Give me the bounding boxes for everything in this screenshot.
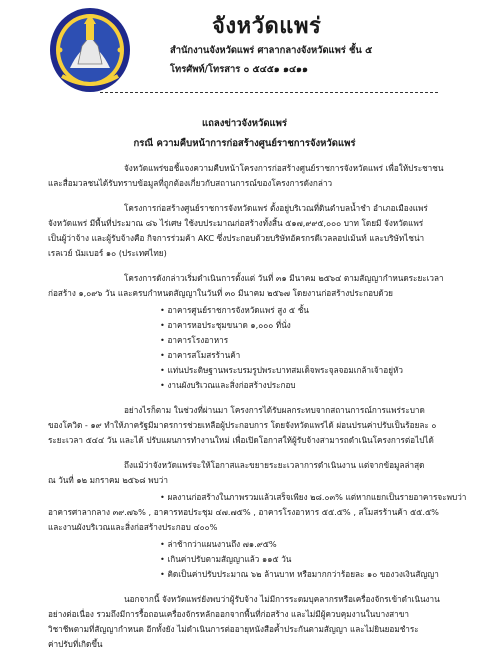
paragraph-6-line: อย่างต่อเนื่อง รวมถึงมีการรื้อถอนเครื่องจักรหลักออกจากพื้นที่ก่อสร้าง และไม่มีผู้ควบคุมงานในบางสาขา: [48, 609, 409, 619]
construction-item: • อาคารศูนย์ราชการจังหวัดแพร่ สูง ๕ ชั้น: [160, 305, 309, 316]
office-address: สำนักงานจังหวัดแพร่ ศาลากลางจังหวัดแพร่ ชั้น ๕: [170, 45, 373, 56]
paragraph-2-line: เรลเวย์ นัมเบอร์ ๑๐ (ประเทศไทย): [48, 248, 167, 258]
progress-item: • ล่าช้ากว่าแผนงานถึง ๗๑.๙๕%: [160, 539, 277, 550]
paragraph-4-line: ระยะเวลา ๕๔๔ วัน และได้ ปรับแผนการทำงานใหม่ เพื่อเปิดโอกาสให้ผู้รับจ้างสามารถดำเนินโครงการต่อไปได้: [48, 435, 434, 445]
progress-item: • เกินค่าปรับตามสัญญาแล้ว ๑๑๕ วัน: [160, 554, 291, 565]
paragraph-2-line: จังหวัดแพร่ มีพื้นที่ประมาณ ๘๖ ไร่เศษ ใช้งบประมาณก่อสร้างทั้งสิ้น ๕๑๗,๙๙๕,๐๐๐ บาท โดยมี จังหวัดแพร่: [48, 218, 424, 228]
paragraph-4-line: อย่างไรก็ตาม ในช่วงที่ผ่านมา โครงการได้รับผลกระทบจากสถานการณ์การแพร่ระบาด: [124, 405, 425, 415]
paragraph-2-line: เป็นผู้ว่าจ้าง และผู้รับจ้างคือ กิจการร่วมค้า AKC ซึ่งประกอบด้วยบริษัทอัครกรดีเวลลอปเม้นท์ และบริษัทไชน่า: [48, 233, 425, 243]
paragraph-5-line: ณ วันที่ ๑๒ มกราคม ๒๕๖๘ พบว่า: [48, 475, 168, 485]
progress-item: • ผลงานก่อสร้างในภาพรวมแล้วเสร็จเพียง ๒๘.๐๓% แต่หากแยกเป็นรายอาคารจะพบว่า: [160, 492, 466, 503]
paragraph-1-line: จังหวัดแพร่ขอชี้แจงความคืบหน้าโครงการก่อสร้างศูนย์ราชการจังหวัดแพร่ เพื่อให้ประชาชน: [124, 163, 444, 173]
paragraph-6-line: นอกจากนี้ จังหวัดแพร่ยังพบว่าผู้รับจ้าง ไม่มีการระดมบุคลากรหรือเครื่องจักรเข้าดำเนินงาน: [124, 594, 440, 604]
phone-number: โทรศัพท์/โทรสาร ๐ ๕๔๕๑ ๑๔๑๑: [170, 64, 308, 75]
paragraph-1-line: และสื่อมวลชนได้รับทราบข้อมูลที่ถูกต้องเกี่ยวกับสถานการณ์ของโครงการดังกล่าว: [48, 178, 333, 188]
construction-item: • งานผังบริเวณและสิ่งก่อสร้างประกอบ: [160, 380, 296, 391]
paragraph-6-line: วิชาชีพตามที่สัญญากำหนด อีกทั้งยัง ไม่ดำเนินการต่ออายุหนังสือค้ำประกันตามสัญญา และไม่ยินยอมชำระ: [48, 624, 419, 634]
paragraph-5-line: ถึงแม้ว่าจังหวัดแพร่จะให้โอกาสและขยายระยะเวลาการดำเนินงาน แต่จากข้อมูลล่าสุด: [124, 460, 425, 470]
release-label: แถลงข่าวจังหวัดแพร่: [202, 118, 287, 129]
paragraph-4-line: ของโควิด - ๑๙ ทำให้ภาครัฐมีมาตรการช่วยเหลือผู้ประกอบการ โดยจังหวัดแพร่ได้ ผ่อนปรนค่าปรับเป็นร้อยละ ๐: [48, 420, 437, 430]
progress-item-cont: และงานผังบริเวณและสิ่งก่อสร้างประกอบ ๔๐๐%: [48, 522, 218, 532]
release-subject: กรณี ความคืบหน้าการก่อสร้างศูนย์ราชการจังหวัดแพร่: [133, 138, 356, 149]
progress-item: • คิดเป็นค่าปรับประมาณ ๖๒ ล้านบาท หรือมากกว่าร้อยละ ๑๐ ของวงเงินสัญญา: [160, 569, 439, 580]
paragraph-6-line: ค่าปรับที่เกิดขึ้น: [48, 639, 103, 649]
construction-item: • แท่นประดิษฐานพระบรมรูปพระบาทสมเด็จพระจุลจอมเกล้าเจ้าอยู่หัว: [160, 365, 403, 376]
construction-item: • อาคารหอประชุมขนาด ๑,๐๐๐ ที่นั่ง: [160, 320, 291, 331]
phrae-province-seal-icon: [48, 6, 132, 94]
construction-item: • อาคารโรงอาหาร: [160, 335, 228, 346]
paragraph-3-line: ก่อสร้าง ๑,๐๙๖ วัน และครบกำหนดสัญญาในวันที่ ๓๐ มีนาคม ๒๕๖๗ โดยงานก่อสร้างประกอบด้วย: [48, 288, 393, 298]
progress-item-cont: อาคารศาลากลาง ๓๙.๗๖% , อาคารหอประชุม ๔๗.๗๕% , อาคารโรงอาหาร ๕๕.๕% , สโมสรร้านค้า ๕๕.๕%: [48, 507, 439, 517]
paragraph-2-line: โครงการก่อสร้างศูนย์ราชการจังหวัดแพร่ ตั้งอยู่บริเวณที่ดินตำบลน้ำชำ อำเภอเมืองแพร่: [124, 203, 428, 213]
construction-item: • อาคารสโมสรร้านค้า: [160, 350, 240, 361]
header-title: จังหวัดแพร่: [212, 14, 322, 39]
header-divider: [100, 92, 438, 93]
paragraph-3-line: โครงการดังกล่าวเริ่มดำเนินการตั้งแต่ วันที่ ๓๑ มีนาคม ๒๕๖๔ ตามสัญญากำหนดระยะเวลา: [124, 273, 444, 283]
